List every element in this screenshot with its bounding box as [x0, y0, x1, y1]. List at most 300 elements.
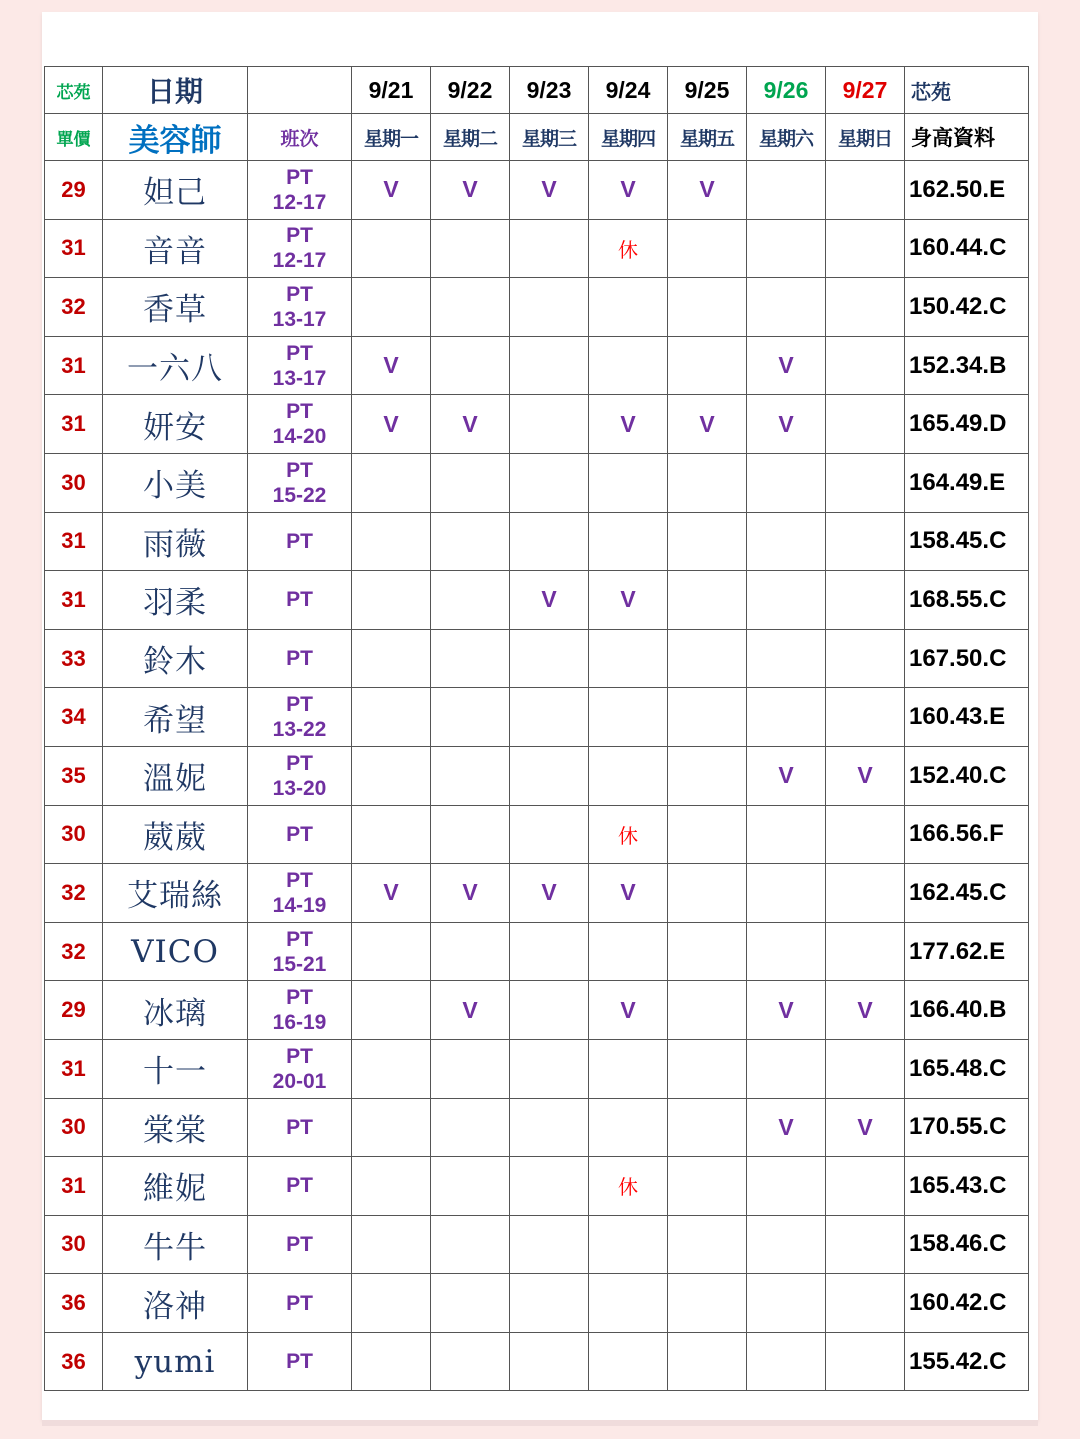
beautician-name: 一六八	[103, 336, 248, 395]
shift-cell	[248, 219, 352, 278]
shift-cell	[248, 981, 352, 1040]
day-cell	[826, 1332, 905, 1391]
shift-cell	[248, 161, 352, 220]
day-cell	[668, 746, 747, 805]
day-cell	[510, 805, 589, 864]
beautician-name: 妲己	[103, 161, 248, 220]
day-cell	[668, 1274, 747, 1333]
day-cell	[589, 336, 668, 395]
beautician-name: 洛神	[103, 1274, 248, 1333]
day-cell	[668, 981, 747, 1040]
shift-type: PT	[286, 1291, 313, 1315]
day-cell	[826, 922, 905, 981]
day-cell	[668, 1039, 747, 1098]
shift-type: PT	[286, 400, 313, 424]
day-cell	[668, 219, 747, 278]
day-cell	[668, 1098, 747, 1157]
day-cell	[747, 688, 826, 747]
day-cell	[826, 805, 905, 864]
table-row	[45, 981, 1029, 1040]
height-data: 177.62.E	[905, 922, 1029, 981]
day-cell	[431, 571, 510, 630]
day-cell	[747, 864, 826, 923]
day-cell	[826, 864, 905, 923]
day-cell	[510, 1274, 589, 1333]
shift-cell	[248, 805, 352, 864]
price-cell: 30	[45, 805, 103, 864]
table-row	[45, 453, 1029, 512]
shift-type: PT	[286, 341, 313, 365]
day-cell	[747, 922, 826, 981]
table-row	[45, 395, 1029, 454]
day-cell	[668, 278, 747, 337]
header-row-days	[45, 114, 1029, 161]
weekday-header: 星期二	[431, 114, 510, 161]
shift-type: PT	[286, 224, 313, 248]
day-cell	[431, 219, 510, 278]
weekday-header-sunday: 星期日	[826, 114, 905, 161]
shift-type: PT	[286, 868, 313, 892]
day-cell: V	[352, 336, 431, 395]
day-cell	[431, 805, 510, 864]
price-cell: 32	[45, 864, 103, 923]
day-cell	[589, 1039, 668, 1098]
shift-type: PT	[286, 588, 313, 612]
shift-hours: 14-19	[272, 893, 327, 917]
shift-cell	[248, 1039, 352, 1098]
day-cell	[668, 805, 747, 864]
shift-cell	[248, 336, 352, 395]
day-cell	[431, 278, 510, 337]
shift-type: PT	[286, 165, 313, 189]
day-cell	[510, 395, 589, 454]
price-cell: 31	[45, 1039, 103, 1098]
table-row	[45, 161, 1029, 220]
day-cell: V	[589, 571, 668, 630]
day-cell	[589, 1332, 668, 1391]
day-cell	[589, 746, 668, 805]
shift-hours: 16-19	[272, 1011, 327, 1035]
day-cell: V	[826, 981, 905, 1040]
day-cell	[826, 336, 905, 395]
price-cell: 29	[45, 981, 103, 1040]
day-cell	[747, 629, 826, 688]
height-data: 164.49.E	[905, 453, 1029, 512]
height-data: 160.42.C	[905, 1274, 1029, 1333]
day-cell	[352, 1039, 431, 1098]
shift-hours: 15-21	[272, 952, 327, 976]
day-cell: V	[747, 746, 826, 805]
day-cell	[747, 219, 826, 278]
shift-type: PT	[286, 927, 313, 951]
schedule-sheet	[42, 12, 1038, 1420]
day-cell	[510, 922, 589, 981]
day-cell	[826, 571, 905, 630]
day-cell	[352, 1215, 431, 1274]
day-cell: V	[668, 395, 747, 454]
height-data: 168.55.C	[905, 571, 1029, 630]
day-cell	[510, 1039, 589, 1098]
day-cell	[668, 922, 747, 981]
day-cell	[510, 1215, 589, 1274]
day-cell	[747, 805, 826, 864]
beautician-name: 音音	[103, 219, 248, 278]
day-cell	[510, 278, 589, 337]
day-cell	[826, 161, 905, 220]
shift-hours: 20-01	[272, 1069, 327, 1093]
table-row	[45, 688, 1029, 747]
beautician-name: yumi	[103, 1332, 248, 1391]
date-label: 日期	[103, 67, 248, 114]
shift-cell	[248, 1098, 352, 1157]
day-cell	[510, 453, 589, 512]
shift-hours: 13-17	[272, 366, 327, 390]
day-cell	[826, 453, 905, 512]
day-cell	[431, 512, 510, 571]
beautician-name: 羽柔	[103, 571, 248, 630]
price-cell: 30	[45, 1215, 103, 1274]
price-header: 單價	[45, 114, 103, 161]
shift-type: PT	[286, 986, 313, 1010]
weekday-header: 星期五	[668, 114, 747, 161]
beautician-header: 美容師	[103, 114, 248, 161]
day-cell	[826, 629, 905, 688]
price-cell: 30	[45, 453, 103, 512]
day-cell: V	[668, 161, 747, 220]
price-cell: 33	[45, 629, 103, 688]
shift-hours: 13-20	[272, 776, 327, 800]
day-cell	[431, 1098, 510, 1157]
day-cell	[668, 453, 747, 512]
shift-hours: 12-17	[272, 249, 327, 273]
height-data: 167.50.C	[905, 629, 1029, 688]
shift-cell	[248, 395, 352, 454]
day-cell: V	[589, 864, 668, 923]
height-data: 160.43.E	[905, 688, 1029, 747]
height-data: 158.46.C	[905, 1215, 1029, 1274]
day-cell	[826, 688, 905, 747]
day-cell	[668, 688, 747, 747]
day-cell	[431, 1332, 510, 1391]
table-row	[45, 1039, 1029, 1098]
day-cell: V	[747, 1098, 826, 1157]
height-data: 152.40.C	[905, 746, 1029, 805]
price-cell: 31	[45, 219, 103, 278]
day-off-mark: 休	[589, 1157, 668, 1216]
table-row	[45, 336, 1029, 395]
day-cell: V	[431, 395, 510, 454]
height-data: 170.55.C	[905, 1098, 1029, 1157]
shift-cell	[248, 688, 352, 747]
shift-type: PT	[286, 751, 313, 775]
day-cell	[510, 512, 589, 571]
date-header-sunday: 9/27	[826, 67, 905, 114]
day-cell	[747, 512, 826, 571]
day-cell	[747, 1039, 826, 1098]
day-cell	[589, 278, 668, 337]
height-data: 162.50.E	[905, 161, 1029, 220]
day-cell: V	[352, 161, 431, 220]
day-cell	[668, 1215, 747, 1274]
height-data: 160.44.C	[905, 219, 1029, 278]
day-cell	[352, 805, 431, 864]
weekday-header: 星期一	[352, 114, 431, 161]
day-cell	[589, 453, 668, 512]
shift-cell	[248, 512, 352, 571]
day-cell: V	[510, 161, 589, 220]
day-cell	[589, 512, 668, 571]
shift-type: PT	[286, 647, 313, 671]
day-cell	[668, 336, 747, 395]
day-cell	[668, 864, 747, 923]
height-header: 身高資料	[905, 114, 1029, 161]
day-cell	[510, 1098, 589, 1157]
day-cell	[431, 1274, 510, 1333]
height-data: 165.49.D	[905, 395, 1029, 454]
price-cell: 34	[45, 688, 103, 747]
shift-type: PT	[286, 693, 313, 717]
beautician-name: 艾瑞絲	[103, 864, 248, 923]
day-cell: V	[589, 161, 668, 220]
day-cell	[352, 981, 431, 1040]
beautician-name: 雨薇	[103, 512, 248, 571]
shift-cell	[248, 571, 352, 630]
weekday-header-saturday: 星期六	[747, 114, 826, 161]
shift-cell	[248, 1215, 352, 1274]
day-cell	[510, 219, 589, 278]
height-data: 158.45.C	[905, 512, 1029, 571]
right-top-label: 芯苑	[905, 67, 1029, 114]
date-header: 9/21	[352, 67, 431, 114]
beautician-name: 冰璃	[103, 981, 248, 1040]
weekday-header: 星期四	[589, 114, 668, 161]
day-cell: V	[747, 336, 826, 395]
beautician-name: 希望	[103, 688, 248, 747]
day-cell	[747, 1215, 826, 1274]
table-row	[45, 571, 1029, 630]
price-cell: 30	[45, 1098, 103, 1157]
price-cell: 36	[45, 1274, 103, 1333]
day-cell	[510, 746, 589, 805]
price-cell: 31	[45, 512, 103, 571]
table-row	[45, 805, 1029, 864]
height-data: 166.40.B	[905, 981, 1029, 1040]
day-cell	[747, 1332, 826, 1391]
day-cell	[826, 1274, 905, 1333]
beautician-name: 葳葳	[103, 805, 248, 864]
day-cell: V	[431, 864, 510, 923]
beautician-name: VICO	[103, 922, 248, 981]
day-cell	[352, 1274, 431, 1333]
day-cell	[510, 981, 589, 1040]
day-cell	[826, 219, 905, 278]
table-row	[45, 1098, 1029, 1157]
table-row	[45, 512, 1029, 571]
day-cell	[431, 1039, 510, 1098]
day-cell: V	[352, 864, 431, 923]
day-cell	[668, 1157, 747, 1216]
shift-type: PT	[286, 529, 313, 553]
day-cell: V	[431, 981, 510, 1040]
day-cell: V	[510, 571, 589, 630]
height-data: 165.43.C	[905, 1157, 1029, 1216]
shift-cell	[248, 864, 352, 923]
day-cell	[589, 629, 668, 688]
height-data: 152.34.B	[905, 336, 1029, 395]
beautician-name: 棠棠	[103, 1098, 248, 1157]
height-data: 155.42.C	[905, 1332, 1029, 1391]
day-cell	[352, 746, 431, 805]
weekday-header: 星期三	[510, 114, 589, 161]
table-row	[45, 219, 1029, 278]
day-cell: V	[352, 395, 431, 454]
day-cell	[431, 746, 510, 805]
shift-header: 班次	[248, 114, 352, 161]
table-row	[45, 746, 1029, 805]
day-cell	[589, 922, 668, 981]
day-cell: V	[589, 981, 668, 1040]
day-off-mark: 休	[589, 219, 668, 278]
header-row-dates	[45, 67, 1029, 114]
day-cell	[747, 1157, 826, 1216]
table-row	[45, 1215, 1029, 1274]
shift-type: PT	[286, 822, 313, 846]
shift-cell	[248, 746, 352, 805]
day-cell	[510, 1157, 589, 1216]
beautician-name: 牛牛	[103, 1215, 248, 1274]
day-cell: V	[826, 746, 905, 805]
day-cell	[352, 1332, 431, 1391]
day-off-mark: 休	[589, 805, 668, 864]
day-cell	[589, 1098, 668, 1157]
day-cell	[589, 688, 668, 747]
day-cell	[826, 395, 905, 454]
day-cell	[747, 161, 826, 220]
table-row	[45, 278, 1029, 337]
price-cell: 35	[45, 746, 103, 805]
table-row	[45, 1157, 1029, 1216]
day-cell	[352, 219, 431, 278]
shift-type: PT	[286, 1350, 313, 1374]
day-cell	[431, 922, 510, 981]
day-cell	[826, 1215, 905, 1274]
day-cell: V	[431, 161, 510, 220]
page-shadow	[42, 1420, 1038, 1426]
day-cell	[510, 688, 589, 747]
shift-type: PT	[286, 458, 313, 482]
height-data: 162.45.C	[905, 864, 1029, 923]
date-header: 9/22	[431, 67, 510, 114]
beautician-name: 妍安	[103, 395, 248, 454]
day-cell	[826, 278, 905, 337]
table-row	[45, 864, 1029, 923]
day-cell	[747, 278, 826, 337]
beautician-name: 鈴木	[103, 629, 248, 688]
day-cell	[589, 1274, 668, 1333]
date-header: 9/24	[589, 67, 668, 114]
day-cell	[352, 629, 431, 688]
day-cell	[431, 336, 510, 395]
beautician-name: 十一	[103, 1039, 248, 1098]
day-cell: V	[747, 395, 826, 454]
table-row	[45, 922, 1029, 981]
day-cell	[510, 336, 589, 395]
day-cell	[747, 453, 826, 512]
day-cell	[826, 512, 905, 571]
shift-type: PT	[286, 1044, 313, 1068]
date-header: 9/23	[510, 67, 589, 114]
day-cell	[352, 453, 431, 512]
shift-type: PT	[286, 1174, 313, 1198]
price-cell: 29	[45, 161, 103, 220]
day-cell	[668, 571, 747, 630]
day-cell	[431, 1215, 510, 1274]
day-cell: V	[510, 864, 589, 923]
day-cell	[352, 278, 431, 337]
shift-cell	[248, 629, 352, 688]
table-row	[45, 629, 1029, 688]
day-cell	[352, 922, 431, 981]
day-cell	[431, 688, 510, 747]
empty-header-cell	[248, 67, 352, 114]
day-cell	[747, 1274, 826, 1333]
shift-cell	[248, 278, 352, 337]
height-data: 150.42.C	[905, 278, 1029, 337]
price-cell: 31	[45, 571, 103, 630]
day-cell: V	[589, 395, 668, 454]
shift-hours: 14-20	[272, 425, 327, 449]
shift-hours: 13-17	[272, 307, 327, 331]
day-cell	[431, 629, 510, 688]
day-cell	[352, 512, 431, 571]
shift-cell	[248, 1332, 352, 1391]
day-cell	[352, 688, 431, 747]
day-cell	[352, 571, 431, 630]
table-row	[45, 1332, 1029, 1391]
table-row	[45, 1274, 1029, 1333]
shift-type: PT	[286, 1232, 313, 1256]
date-header: 9/25	[668, 67, 747, 114]
date-header-saturday: 9/26	[747, 67, 826, 114]
day-cell	[668, 512, 747, 571]
day-cell	[431, 1157, 510, 1216]
day-cell: V	[747, 981, 826, 1040]
day-cell	[589, 1215, 668, 1274]
day-cell	[431, 453, 510, 512]
day-cell	[747, 571, 826, 630]
height-data: 165.48.C	[905, 1039, 1029, 1098]
day-cell	[668, 629, 747, 688]
price-cell: 32	[45, 922, 103, 981]
shift-type: PT	[286, 282, 313, 306]
price-cell: 36	[45, 1332, 103, 1391]
shift-cell	[248, 1157, 352, 1216]
shift-cell	[248, 1274, 352, 1333]
day-cell	[510, 629, 589, 688]
shift-hours: 12-17	[272, 190, 327, 214]
day-cell: V	[826, 1098, 905, 1157]
day-cell	[668, 1332, 747, 1391]
price-cell: 31	[45, 395, 103, 454]
beautician-name: 維妮	[103, 1157, 248, 1216]
price-cell: 31	[45, 336, 103, 395]
day-cell	[352, 1098, 431, 1157]
beautician-name: 香草	[103, 278, 248, 337]
schedule-table	[44, 66, 1029, 1391]
shift-hours: 15-22	[272, 483, 327, 507]
day-cell	[826, 1039, 905, 1098]
price-cell: 31	[45, 1157, 103, 1216]
